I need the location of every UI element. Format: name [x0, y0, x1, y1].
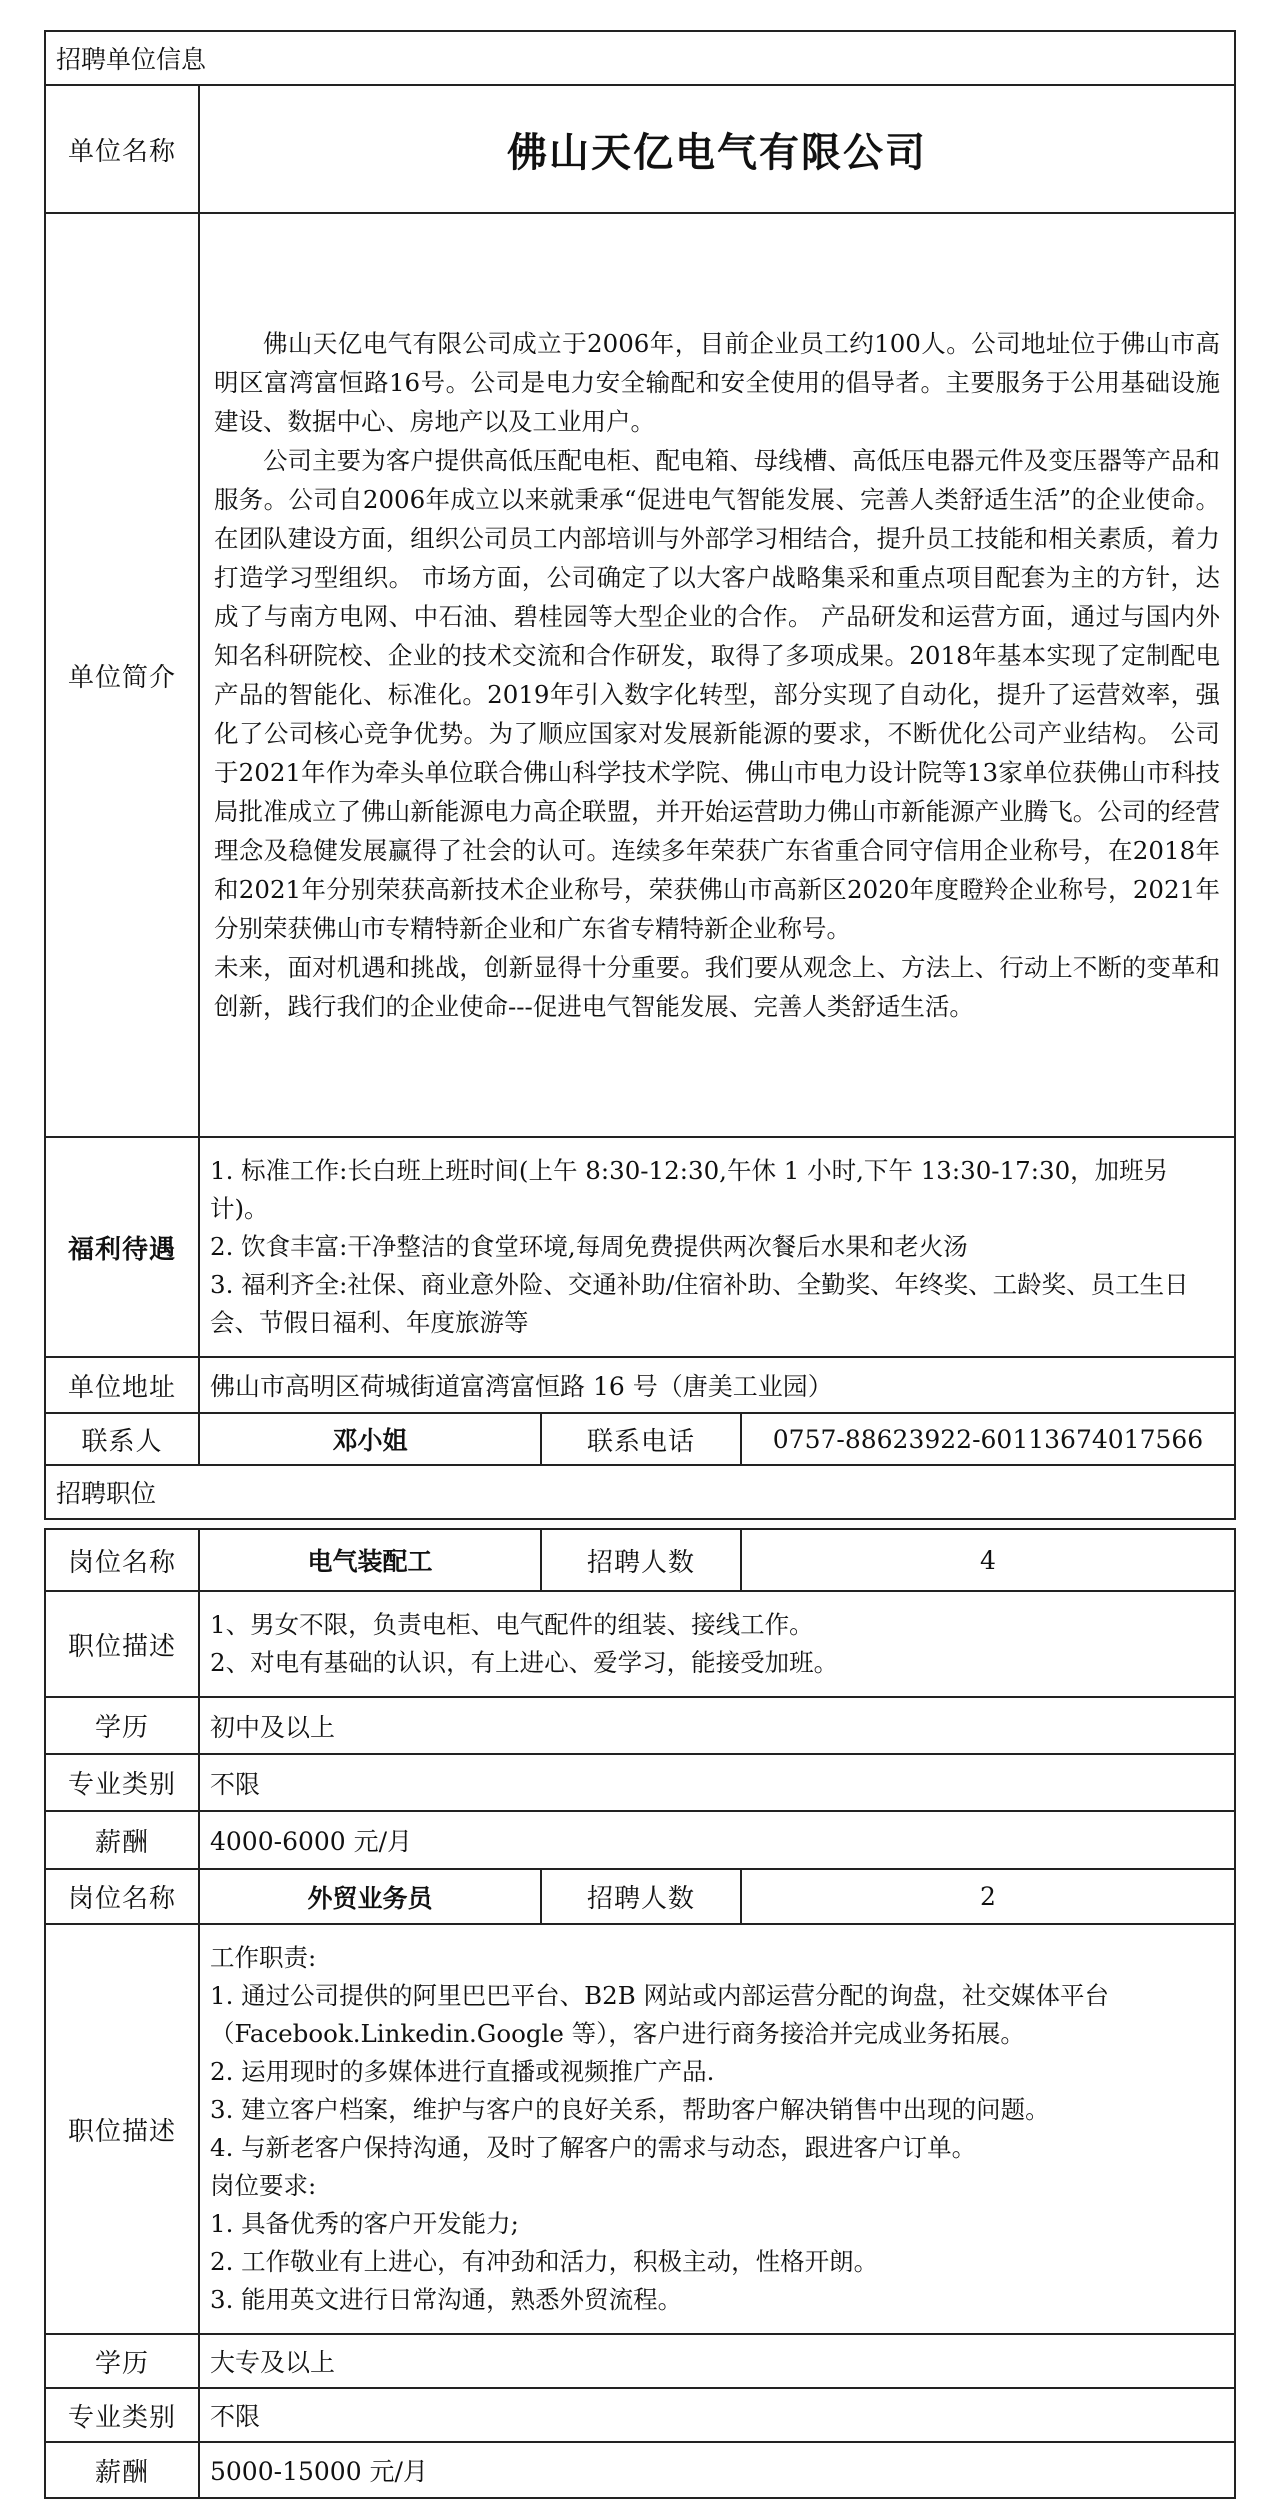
job-title: 电气装配工	[199, 1529, 541, 1591]
job-salary: 5000-15000 元/月	[199, 2442, 1235, 2498]
job-desc-line: 1. 具备优秀的客户开发能力;	[210, 2209, 519, 2238]
job-title: 外贸业务员	[199, 1869, 541, 1924]
job-edu-label: 学历	[45, 2334, 199, 2388]
recruitment-document	[44, 30, 1236, 2499]
job-desc	[199, 1591, 1235, 1697]
benefits-list	[199, 1137, 1235, 1357]
section-title-positions: 招聘职位	[45, 1465, 1235, 1519]
job-edu-label: 学历	[45, 1697, 199, 1754]
job-salary: 4000-6000 元/月	[199, 1811, 1235, 1869]
job-edu: 大专及以上	[199, 2334, 1235, 2388]
job-count: 4	[741, 1529, 1235, 1591]
intro-paragraph: 公司主要为客户提供高低压配电柜、配电箱、母线槽、高低压电器元件及变压器等产品和服务。公司自2006年成立以来就秉承“促进电气智能发展、完善人类舒适生活”的企业使命。在团队建设方面，组织公司员工内部培训与外部学习相结合，提升员工技能和相关素质，着力打造学习型组织。 市场方面，公司确定了以大客户战略集采和重点项目配套为主的方针，达成了与南方电网、中石油、碧桂园等大型企业的合作。 产品研发和运营方面，通过与国内外知名科研院校、企业的技术交流和合作研发，取得了多项成果。2018年基本实现了定制配电产品的智能化、标准化。2019年引入数字化转型，部分实现了自动化，提升了运营效率，强化了公司核心竞争优势。为了顺应国家对发展新能源的要求，不断优化公司产业结构。 公司于2021年作为牵头单位联合佛山科学技术学院、佛山市电力设计院等13家单位获佛山市科技局批准成立了佛山新能源电力高企联盟，并开始运营助力佛山市新能源产业腾飞。公司的经营理念及稳健发展赢得了社会的认可。连续多年荣获广东省重合同守信用企业称号，在2018年和2021年分别荣获高新技术企业称号，荣获佛山市高新区2020年度瞪羚企业称号，2021年分别荣获佛山市专精特新企业和广东省专精特新企业称号。	[214, 446, 1220, 943]
job-major-label: 专业类别	[45, 2388, 199, 2442]
contact-phone: 0757-88623922-60113674017566	[741, 1413, 1235, 1465]
job-desc-line: 2. 运用现时的多媒体进行直播或视频推广产品.	[210, 2057, 715, 2086]
job-desc	[199, 1924, 1235, 2334]
section-title-company-info: 招聘单位信息	[45, 31, 1235, 85]
job-title-label: 岗位名称	[45, 1529, 199, 1591]
company-info-table	[44, 30, 1236, 1520]
job-edu: 初中及以上	[199, 1697, 1235, 1754]
job-desc-line: 工作职责:	[210, 1943, 317, 1972]
benefits-label: 福利待遇	[45, 1137, 199, 1357]
job-desc-line: 4. 与新老客户保持沟通，及时了解客户的需求与动态，跟进客户订单。	[210, 2133, 977, 2162]
job-major: 不限	[199, 1754, 1235, 1811]
job-desc-label: 职位描述	[45, 1924, 199, 2334]
job-count: 2	[741, 1869, 1235, 1924]
company-intro-label: 单位简介	[45, 213, 199, 1137]
job-title-label: 岗位名称	[45, 1869, 199, 1924]
job-desc-line: 1. 通过公司提供的阿里巴巴平台、B2B 网站或内部运营分配的询盘，社交媒体平台（Facebook.Linkedin.Google 等），客户进行商务接洽并完成业务拓展。	[210, 1981, 1110, 2048]
job-major: 不限	[199, 2388, 1235, 2442]
address-label: 单位地址	[45, 1357, 199, 1413]
benefit-item: 3. 福利齐全:社保、商业意外险、交通补助/住宿补助、全勤奖、年终奖、工龄奖、员工生日会、节假日福利、年度旅游等	[210, 1270, 1189, 1337]
intro-paragraph: 未来，面对机遇和挑战，创新显得十分重要。我们要从观念上、方法上、行动上不断的变革和创新，践行我们的企业使命---促进电气智能发展、完善人类舒适生活。	[214, 953, 1220, 1021]
intro-paragraph: 佛山天亿电气有限公司成立于2006年，目前企业员工约100人。公司地址位于佛山市高明区富湾富恒路16号。公司是电力安全输配和安全使用的倡导者。主要服务于公用基础设施建设、数据中心、房地产以及工业用户。	[214, 329, 1220, 436]
benefit-item: 2. 饮食丰富:干净整洁的食堂环境,每周免费提供两次餐后水果和老火汤	[210, 1232, 968, 1261]
job-count-label: 招聘人数	[541, 1529, 741, 1591]
company-address: 佛山市高明区荷城街道富湾富恒路 16 号（唐美工业园）	[199, 1357, 1235, 1413]
company-name: 佛山天亿电气有限公司	[199, 85, 1235, 213]
job-desc-line: 2. 工作敬业有上进心，有冲劲和活力，积极主动，性格开朗。	[210, 2247, 879, 2276]
contact-person: 邓小姐	[199, 1413, 541, 1465]
job-desc-line: 1、男女不限，负责电柜、电气配件的组装、接线工作。	[210, 1610, 814, 1639]
benefit-item: 1. 标准工作:长白班上班时间(上午 8:30-12:30,午休 1 小时,下午 13:30-17:30，加班另计)。	[210, 1156, 1169, 1223]
job-desc-line: 岗位要求:	[210, 2171, 317, 2200]
job-salary-label: 薪酬	[45, 1811, 199, 1869]
job-major-label: 专业类别	[45, 1754, 199, 1811]
phone-label: 联系电话	[541, 1413, 741, 1465]
job-desc-label: 职位描述	[45, 1591, 199, 1697]
job-salary-label: 薪酬	[45, 2442, 199, 2498]
positions-table	[44, 1528, 1236, 2499]
job-desc-line: 3. 能用英文进行日常沟通，熟悉外贸流程。	[210, 2285, 683, 2314]
contact-label: 联系人	[45, 1413, 199, 1465]
job-desc-line: 3. 建立客户档案，维护与客户的良好关系，帮助客户解决销售中出现的问题。	[210, 2095, 1050, 2124]
job-desc-line: 2、对电有基础的认识，有上进心、爱学习，能接受加班。	[210, 1648, 839, 1677]
company-name-label: 单位名称	[45, 85, 199, 213]
company-intro	[199, 213, 1235, 1137]
job-count-label: 招聘人数	[541, 1869, 741, 1924]
